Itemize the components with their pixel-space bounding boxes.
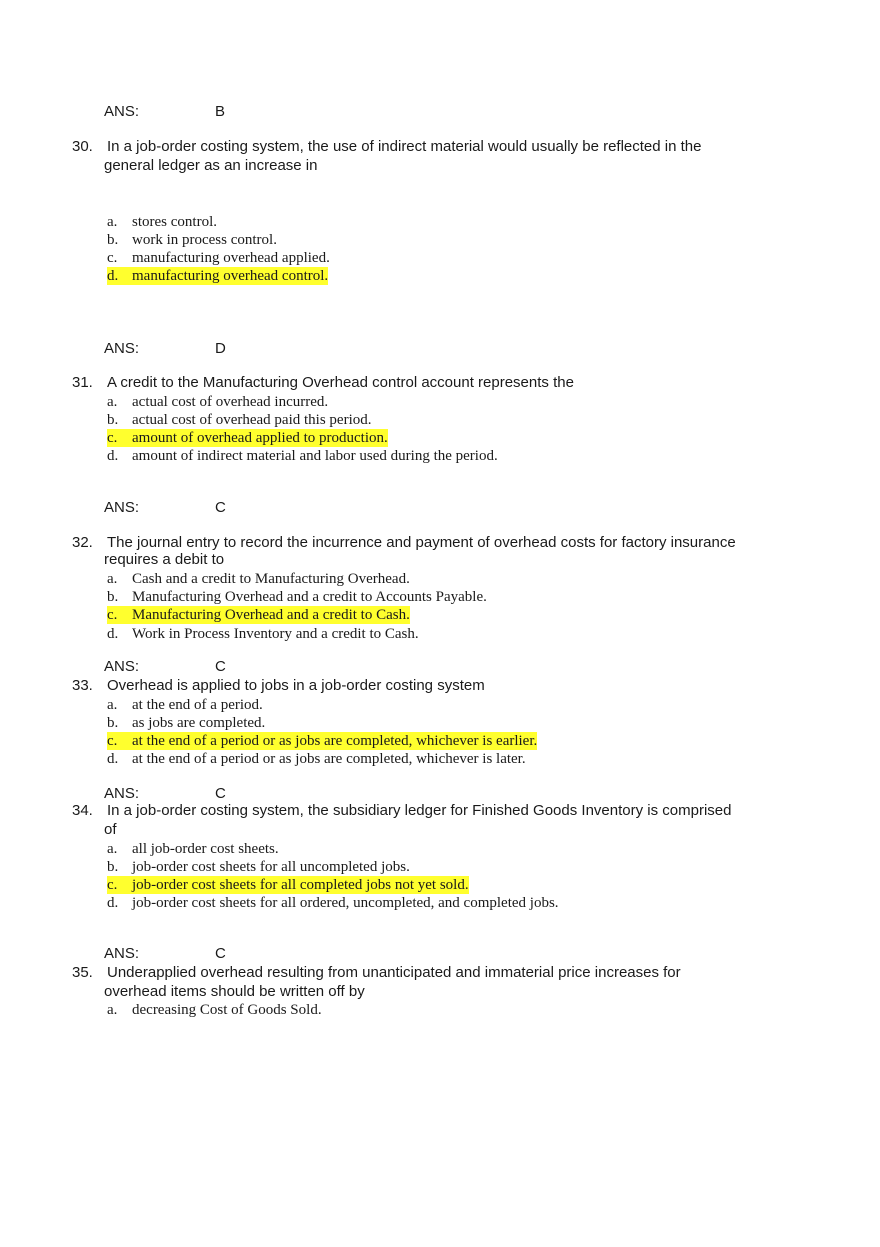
question-text-line: A credit to the Manufacturing Overhead control account represents the [107,374,574,391]
option-letter: d. [107,448,119,464]
option-letter: a. [107,394,118,410]
option-letter: a. [107,571,118,587]
option-letter-highlighted: c. [107,876,132,894]
option-text-highlighted: at the end of a period or as jobs are completed, whichever is earlier. [132,733,538,749]
option-text: as jobs are completed. [132,715,266,731]
question-number: 31. [72,374,93,391]
answer-value: B [215,103,226,120]
option-letter: b. [107,589,119,605]
option-letter-highlighted: c. [107,429,132,447]
option-letter: d. [107,626,119,642]
option-letter: a. [107,841,118,857]
option-letter-highlighted: c. [107,732,132,750]
answer-label: ANS: [104,340,140,357]
option-letter: d. [107,751,119,767]
option-letter: d. [107,895,119,911]
option-letter: c. [107,250,118,266]
option-text-highlighted: Manufacturing Overhead and a credit to Cash. [132,607,410,623]
answer-value: C [215,658,226,675]
answer-value: C [215,499,226,516]
answer-value: D [215,340,226,357]
answer-label: ANS: [104,945,140,962]
question-text-line: of [104,821,117,838]
answer-label: ANS: [104,658,140,675]
question-text-line: overhead items should be written off by [104,983,365,1000]
option-letter: a. [107,697,118,713]
question-text-line: Overhead is applied to jobs in a job-order costing system [107,677,485,694]
option-text: Work in Process Inventory and a credit to Cash. [132,626,419,642]
option-letter: b. [107,232,119,248]
option-letter-highlighted: d. [107,267,132,285]
question-text-line: In a job-order costing system, the use of indirect material would usually be reflected in the [107,138,702,155]
option-text-highlighted: manufacturing overhead control. [132,268,329,284]
option-text: Manufacturing Overhead and a credit to Accounts Payable. [132,589,487,605]
option-text: actual cost of overhead incurred. [132,394,329,410]
option-letter: a. [107,1002,118,1018]
question-text-line: Underapplied overhead resulting from unanticipated and immaterial price increases for [107,964,681,981]
answer-value: C [215,785,226,802]
question-number: 33. [72,677,93,694]
option-text: stores control. [132,214,217,230]
option-text: at the end of a period or as jobs are completed, whichever is later. [132,751,526,767]
question-text-line: general ledger as an increase in [104,157,318,174]
option-text: all job-order cost sheets. [132,841,279,857]
question-number: 35. [72,964,93,981]
question-text-line: The journal entry to record the incurrence and payment of overhead costs for factory insurance [107,534,736,551]
option-text: actual cost of overhead paid this period. [132,412,372,428]
option-text: work in process control. [132,232,277,248]
question-number: 30. [72,138,93,155]
answer-label: ANS: [104,785,140,802]
answer-value: C [215,945,226,962]
option-letter-highlighted: c. [107,606,132,624]
option-text: job-order cost sheets for all ordered, uncompleted, and completed jobs. [132,895,559,911]
option-text: decreasing Cost of Goods Sold. [132,1002,322,1018]
answer-label: ANS: [104,499,140,516]
question-number: 32. [72,534,93,551]
option-text: job-order cost sheets for all uncompleted jobs. [132,859,410,875]
question-text-line: In a job-order costing system, the subsidiary ledger for Finished Goods Inventory is comprised [107,802,732,819]
option-text: Cash and a credit to Manufacturing Overhead. [132,571,410,587]
question-number: 34. [72,802,93,819]
option-text: manufacturing overhead applied. [132,250,330,266]
option-letter: b. [107,715,119,731]
option-text-highlighted: job-order cost sheets for all completed jobs not yet sold. [132,877,469,893]
option-letter: a. [107,214,118,230]
answer-label: ANS: [104,103,140,120]
question-text-line: requires a debit to [104,551,225,568]
option-letter: b. [107,412,119,428]
option-letter: b. [107,859,119,875]
option-text: amount of indirect material and labor used during the period. [132,448,498,464]
option-text-highlighted: amount of overhead applied to production. [132,430,388,446]
option-text: at the end of a period. [132,697,263,713]
